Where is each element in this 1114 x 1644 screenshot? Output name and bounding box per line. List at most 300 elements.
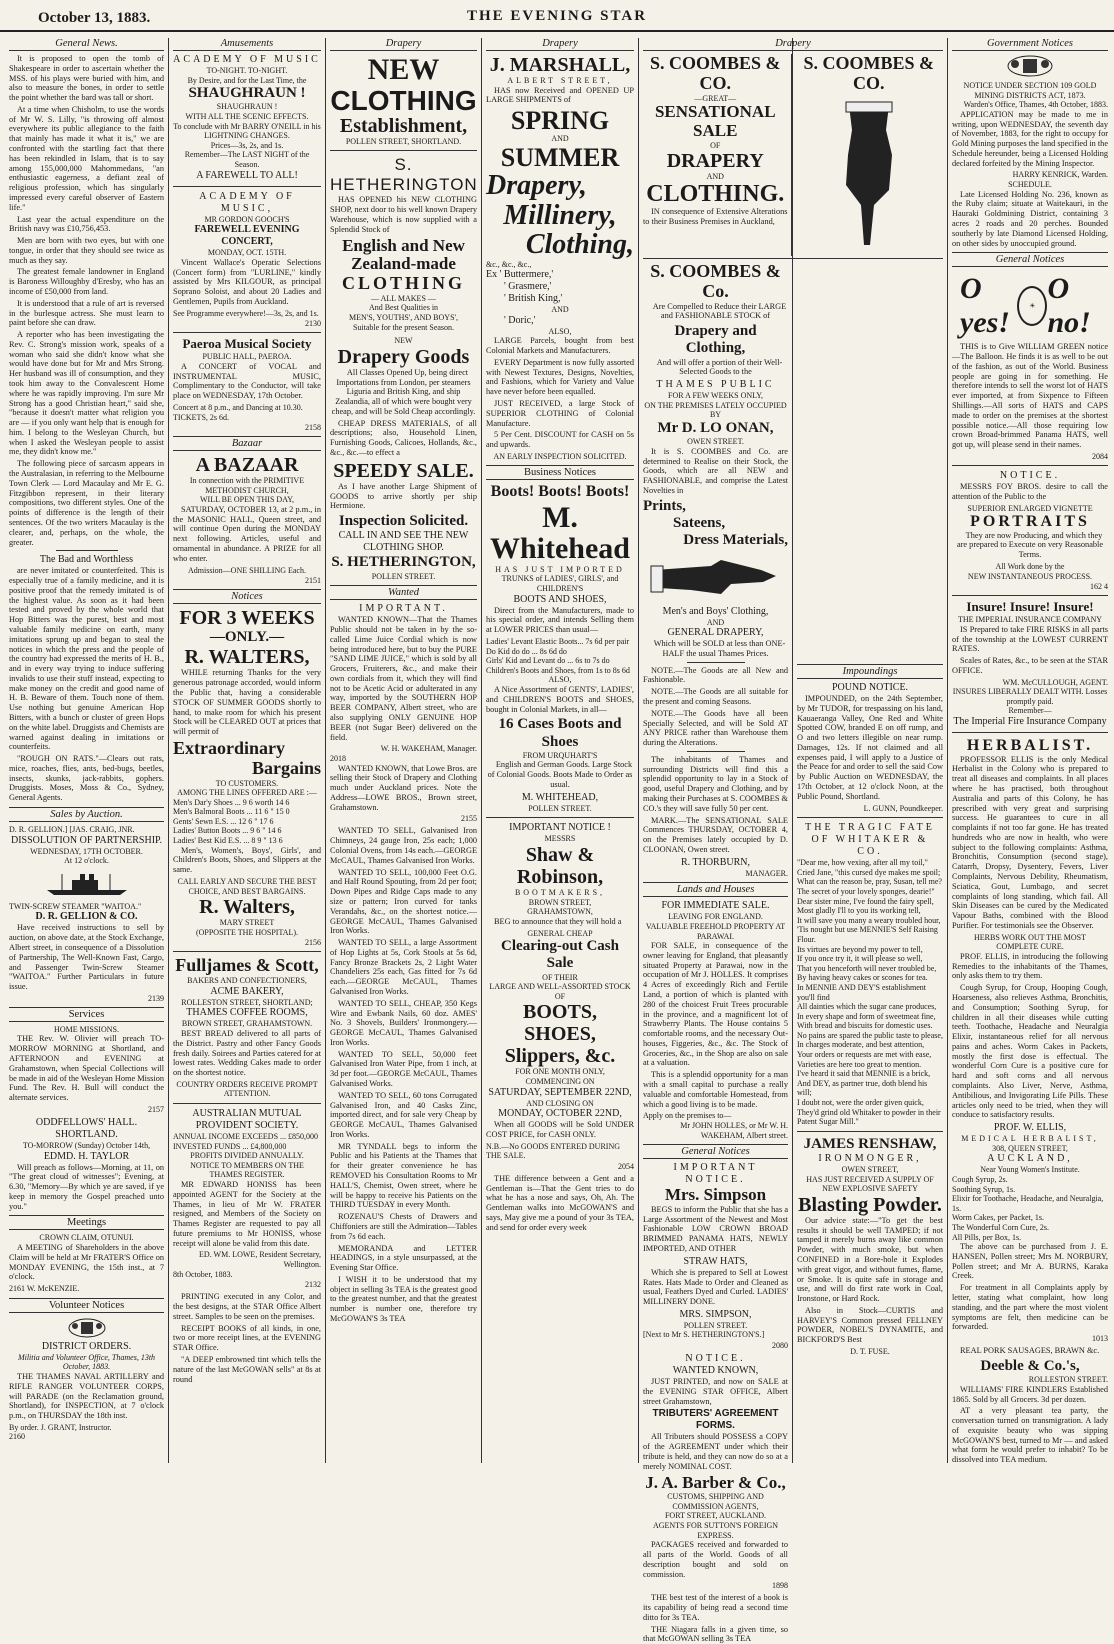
ad-line: OF THEIR <box>542 972 578 982</box>
ad-line: PUBLIC HALL, PAEROA. <box>202 352 292 362</box>
newspaper-title: THE EVENING STAR <box>466 8 648 24</box>
ad-signature: WM. McCULLOUGH, AGENT. <box>1002 677 1108 687</box>
ad-heading: NOTICE. <box>999 469 1061 481</box>
ad-body: MR EDWARD HONISS has been appointed AGENT for the Society at the Thames, in lieu of Mr W. FRATER resigned, and Members of the Society on Thames Register are requested to pay all future premiums to Mr HONISS, whose receipt will alone be valid from this date. <box>173 1180 321 1248</box>
ad-line: &c., &c., &c., <box>486 259 532 269</box>
ad-title: Dress Materials, <box>683 532 788 549</box>
ad-body: IMPOUNDED, on the 24th September, by Mr TUDOR, for trespassing on his land, Kauaeranga Valley, One Red and White Spotted COW, branded E on off rump, and O and two letters illegible on near rump. Damages, 12s. If not claimed and all expenses paid, I will apply to a Justice of the Peace for and order to sell the said Cow by Public Auction on WEDNESDAY, the 17th October, at 12 o'clock Noon, at the Public Pound, Shortland. <box>797 694 943 801</box>
price-line: The Wonderful Corn Cure, 2s. <box>952 1222 1049 1232</box>
ad-heading: THE TRAGIC FATE OF WHITAKER & CO. <box>805 822 935 858</box>
ad-line: See Programme everywhere!—3s, 2s, and 1s. <box>173 308 319 318</box>
ad-line: THAMES COFFEE ROOMS, <box>186 1007 308 1019</box>
ad-line: BROWN STREET, <box>528 897 592 907</box>
ad-body: Direct from the Manufacturers, made to his special order, and intends Selling them at LOWER PRICES than usual— <box>486 605 634 635</box>
price-line: All Pills, per Box, 1s. <box>952 1232 1022 1242</box>
ad-body: WANTED TO SELL, 50,000 feet Galvanised Iron Water Pipe, from 1 inch, at 3d per foot.—GEORGE McCAUL, Thames Galvanised Works. <box>330 1049 477 1088</box>
ad-body: A CONCERT of VOCAL and INSTRUMENTAL MUSIC, Complimentary to the Conductor, will take place on WEDNESDAY, 17th October. <box>173 361 321 401</box>
price-line: Cough Syrup, 2s. <box>952 1174 1008 1184</box>
ad-heading: NOTICE. <box>685 1353 746 1365</box>
ad-heading: NOTICE UNDER SECTION 109 GOLD MINING DISTRICTS ACT, 1873. <box>963 81 1097 100</box>
ad-line: THAMES PUBLIC <box>656 379 775 391</box>
ad-title: R. WALTERS, <box>184 646 310 669</box>
ad-body: And will offer a portion of their Well-Selected Goods to the <box>656 357 783 377</box>
ad-line: IRONMONGER, <box>818 1153 922 1165</box>
verse-line: 'Tis nought but use MENNIE'S Self Raising Flour. <box>797 925 938 944</box>
ad-body: MARK.—The SENSATIONAL SALE Commences THURSDAY, OCTOBER 4, on the Premises lately occupied by D. CLOONAN, Owen street. <box>643 815 788 854</box>
price-line: Soothing Syrup, 1s. <box>952 1184 1016 1194</box>
price-line: Ladies' Levant Elastic Boots... 7s 6d per pair <box>486 637 630 646</box>
ad-body: IN consequence of Extensive Alterations to their Business Premises in Auckland, <box>643 206 788 226</box>
ad-line: LEAVING FOR ENGLAND. <box>668 912 763 922</box>
ad-line: FROM URQUHART'S <box>522 750 598 760</box>
ad-title: BOOTS, SHOES, <box>523 1001 597 1046</box>
ad-body: REAL PORK SAUSAGES, BRAWN &c. <box>960 1346 1100 1356</box>
ad-line: NEW INSTANTANEOUS PROCESS. <box>967 571 1093 581</box>
ad-title: 16 Cases Boots and Shoes <box>498 716 622 750</box>
ad-heading: HOME MISSIONS. <box>54 1024 119 1034</box>
ad-heading: CROWN CLAIM, OTUNUI. <box>39 1233 134 1243</box>
ad-line: ROLLESTON STREET. <box>1028 1375 1108 1385</box>
ad-title: Paeroa Musical Society <box>182 336 312 352</box>
ad-title: SHAUGHRAUN ! <box>188 85 306 102</box>
section-header: Notices <box>173 589 321 604</box>
price-line: Children's Boots and Shoes, from 1s to 8s 6d <box>486 665 630 675</box>
section-header: Services <box>9 1007 164 1022</box>
ad-body: CHEAP DRESS MATERIALS, of all descriptions; also, Household Linen, Furnishing Goods, Calicoes, Hollands, &c., &c., &c.—to effect a <box>330 418 477 457</box>
ad-body: THE Niagara falls in a given time, so that McGOWAN selling 3s TEA <box>643 1624 788 1644</box>
ad-note: NOTE.—The Goods are all suitable for the present and coming Seasons. <box>643 687 788 706</box>
ad-body: Our advice state:—"To get the best results it should be well TAMPED; if not tamped it merely burns away like common Powder, with much smoke, but when CONFINED in a Bore-hole it Explodes with great vigor, and without fumes, flame, or Smoke. It is quite safe in storage and use, and will do first rate work in Coal, Ironstone, or Hard Rock. <box>797 1215 943 1304</box>
verse-line: Most gladly I'll to you its working tell, <box>797 906 921 916</box>
steamer-icon <box>9 872 164 896</box>
ad-line: SHAUGHRAUN ! <box>216 102 278 112</box>
ad-line: OF <box>554 991 566 1001</box>
column-rule <box>325 38 326 1463</box>
ad-title: J. MARSHALL, <box>489 54 631 76</box>
ad-title: SUMMER <box>500 143 620 173</box>
column-rule <box>947 38 948 1463</box>
section-header: Impoundings <box>797 664 943 679</box>
ad-body: APPLICATION may be made to me in writing, upon WEDNESDAY, the seventh day of November, 1883, for the right to occupy for Gold Mining purposes the land specified in the Schedule hereunder, being a Licensed Holding declared forfeited by the Mining Inspector. <box>952 109 1109 168</box>
ad-line: D. T. FUSE. <box>850 1347 890 1356</box>
ad-body: Cough Syrup, for Croup, Hooping Cough, Hoarseness, also relieves Asthma, Bronchitis, and Consumption; Soothing Syrup, for children in all their diseases while cutting teeth. Toothache, Headache and Neuralgia Elixir, instantaneous relief for all nervous pains and aches. Worm Cakes in Packets, mostly the first dose is effectual. The wonderful Corn Cure is a positive cure for hard and soft corns and all nervous complaints. Also Liver, Nerve, Asthma, Antibilious, and Invigorating Life Pills. These articles only need to be tried, when they will conduce to satisfactory results. <box>952 983 1108 1120</box>
news-paragraph: The greatest female landowner in England is Baroness Willoughby d'Eresby, who has an income of £50,000 from land. <box>9 267 164 296</box>
column-coombes-2 <box>794 262 946 1463</box>
ad-body: This is a splendid opportunity for a man with a small capital to purchase a really valuable and comfortable Homestead, from which a good living is to be made. <box>643 1070 788 1109</box>
ad-body: WANTED TO SELL, 60 tons Corrugated Galvanised Iron, and 40 Casks Zinc, imported direct, and for sale very Cheap by GEORGE McCAUL, Thames Galvanised Iron Works. <box>330 1090 477 1139</box>
price-line: Girls' Kid and Levant do ... 6s to 7s do <box>486 656 610 666</box>
ad-title: Inspection Solicited. <box>338 513 469 530</box>
ad-title: TRIBUTERS' AGREEMENT FORMS. <box>652 1408 779 1432</box>
section-header: Bazaar <box>173 436 321 451</box>
ad-line: AND CLOSING ON <box>526 1098 594 1108</box>
ad-body: All Classes Opened Up, being direct Importations from London, per steamers Liguria and British King, and ship Zealandia, all of which were bought very cheap, and will be Sold Cheap accordingly. <box>331 367 476 416</box>
ad-line: M. WHITEHEAD, <box>521 791 599 803</box>
ad-body: MESSRS FOY BROS. desire to call the attention of the Public to the <box>952 481 1108 501</box>
ad-line: CUSTOMS, SHIPPING AND COMMISSION AGENTS, <box>667 1492 764 1511</box>
ad-body: WANTED KNOWN—That the Thames Public should not be taken in by the so-called Lime Juice Cordial which is now being introduced here, but to buy the PURE "SAND LIME JUICE," which is sold by all Grocers, Fruiterers, &c., and make their own cordials from it, which they will find not to be Acetic Acid or adulterated in any way, imported by the SOUTHERN HOP BEER COMPANY, Albert street, who are also supplying ONLY GENUINE HOP BEER (not Sugar Beer) delivered on the field. <box>330 615 477 742</box>
ad-line: AND <box>706 172 724 182</box>
ad-body: BEGS to inform the Public that she has a Large Assortment of the Newest and Most Fashionable LOW CROWN BROAD BRIMMED PANAMA HATS, NEWLY IMPORTED, AND OTHER <box>643 1204 788 1253</box>
ad-line: GENERAL DRAPERY, <box>667 627 764 639</box>
ad-line: MEN'S, YOUTHS', AND BOYS', <box>349 312 458 322</box>
ad-body: HAS OPENED his NEW CLOTHING SHOP, next door to his well known Drapery Warehouse, which is now supplied with a Splendid Stock of <box>330 195 477 234</box>
ad-title: CLOTHING <box>341 272 466 293</box>
section-header: General News. <box>9 38 164 51</box>
ad-title: Clearing-out Cash Sale <box>501 938 619 972</box>
coat-of-arms-icon <box>952 54 1108 78</box>
verse-line: That you henceforth will never troubled be, <box>797 963 937 973</box>
ad-line: PROF. W. ELLIS, <box>993 1122 1067 1134</box>
ad-line: Apply on the premises to— <box>643 1111 732 1121</box>
ad-title: Mrs. Simpson <box>664 1185 767 1205</box>
ad-title: Bargains <box>251 757 321 778</box>
ad-body: Men's, Women's, Boys', Girls', and Children's Boots, Shoes, and Slippers at the same. <box>173 845 321 875</box>
verse-line: In MENNIE AND DEY'S establishment you'll find <box>797 982 926 1002</box>
ad-body: JUST RECEIVED, a large Stock of SUPERIOR CLOTHING of Colonial Manufacture. <box>486 398 634 428</box>
ad-body: IS Prepared to take FIRE RISKS in all parts of the township at the LOWEST CURRENT RATES. <box>952 624 1108 654</box>
ad-line: Suitable for the present Season. <box>352 322 455 332</box>
ad-body: WHILE returning Thanks for the very generous patronage accorded, would inform the Public that, having a considerable STOCK OF SUMMER GOODS shortly to hand, to make room for which his present Stock will be CLEARED OUT at prices that will permit of <box>173 668 321 737</box>
price-line: Elixir for Toothache, Headache, and Neuralgia, 1s. <box>952 1194 1104 1213</box>
ad-title: Sateens, <box>673 515 726 531</box>
ad-line: ROLLESTON STREET, SHORTLAND; <box>181 997 313 1007</box>
ad-body: EVERY Department is now fully assorted with Newest Textures, Designs, Novelties, and Fashions, which for Variety and Value have never before been equalled. <box>486 357 634 397</box>
ad-title: Millinery, <box>503 199 617 231</box>
ad-number: 2130 <box>305 319 321 329</box>
ad-heading: IMPORTANT. <box>359 603 448 615</box>
ad-title: S. COOMBES & CO. <box>803 53 935 93</box>
ad-heading: ACADEMY OF MUSIC <box>173 54 321 65</box>
ad-number: 2018 <box>330 753 346 763</box>
price-line: Men's Dar'y Shoes ... 9 6 worth 14 6 <box>173 797 290 807</box>
ad-line: VALUABLE FREEHOLD PROPERTY AT PARAWAI. <box>645 921 786 941</box>
verse-line: "Dear me, how vexing, after all my toil," <box>797 858 928 868</box>
verse-line: With bread and biscuits for domestic uses. <box>797 1021 933 1031</box>
ad-title: HERBALIST. <box>966 737 1094 755</box>
ad-title: Clothing, <box>525 229 634 261</box>
ad-body: BEST BREAD delivered to all parts of the District. Pastry and other Fancy Goods fresh daily. Soirees and Parties catered for at lowest rates. Wedding Cakes made to order on the shortest notice. <box>173 1028 321 1078</box>
ad-line: ANNUAL INCOME EXCEEDS ... £850,000 <box>173 1132 319 1142</box>
oyes-text: O yes! <box>960 272 1010 340</box>
verse-line: What can the reason be, pray, Susan, tell me? <box>797 877 942 887</box>
ad-title: Insure! Insure! Insure! <box>966 599 1094 615</box>
ad-number: 2155 <box>461 814 477 824</box>
ad-title: SPRING <box>510 106 610 136</box>
ad-line: ' Doric,' <box>504 314 536 326</box>
ad-body: WANTED TO SELL, a large Assortment of Hop Lights at 5s, Cork Stools at 5s 6d, Fancy Bronze Brackets 2s, 2 Light Water Chandeliers 25s each, Gas fitted for 7s 6d each.—GEORGE McCAUL, Thames Galvanised Iron Works. <box>330 938 477 996</box>
coombes-spacer <box>797 262 943 660</box>
price-line: Gents' Sewn E.S. ... 12 6 " 17 6 <box>173 816 274 826</box>
ad-line: AND <box>551 134 569 144</box>
ad-line: PROFITS DIVIDED ANNUALLY. <box>190 1151 304 1161</box>
ono-text: O no! <box>1047 272 1091 340</box>
ad-title: SPEEDY SALE. <box>333 459 474 482</box>
ad-date: WEDNESDAY, 17TH OCTOBER. <box>30 846 143 856</box>
ad-heading: DISSOLUTION OF PARTNERSHIP. <box>10 834 162 846</box>
column-amusements <box>170 38 324 1463</box>
masthead <box>0 0 1114 32</box>
ad-title: Shaw & Robinson, <box>516 843 604 888</box>
ad-line: WITH ALL THE SCENIC EFFECTS. <box>185 112 309 122</box>
news-paragraph: The following piece of sarcasm appears in the Australasian, in referring to the Melbourne Town Clerk — Lord Macaulay and Mr E. G. Fitzgibbon represent, in their literary compositions, two different styles. One of the points of difference is the length of their sentences. Of the two writers Macaulay is the clearer, and, perhaps, on the whole, the greater. <box>9 459 164 547</box>
ad-line: Admission—ONE SHILLING Each. <box>188 565 306 575</box>
auctioneer-heading: D. R. GELLION & CO. <box>35 911 138 923</box>
column-general-news <box>6 38 167 1463</box>
ad-heading: POUND NOTICE. <box>831 682 909 693</box>
ad-body: BEG to announce that they will hold a <box>494 916 622 926</box>
ad-number: 2157 <box>148 1104 164 1114</box>
news-paragraph: Men are born with two eyes, but with one tongue, in order that they should see twice as much as they say. <box>9 236 164 265</box>
section-header: Government Notices <box>952 38 1108 51</box>
ad-body: PACKAGES received and forwarded to all parts of the World. Goods of all description bought and sold on commission. <box>643 1540 788 1579</box>
ad-title: DRAPERY <box>666 150 764 173</box>
ad-line: TO-NIGHT. TO-NIGHT. <box>206 66 288 75</box>
ad-line: A FAREWELL TO ALL! <box>196 169 298 181</box>
ad-signature: W. H. WAKEHAM, Manager. <box>380 744 477 754</box>
ad-line: MRS. SIMPSON, <box>679 1308 752 1320</box>
ad-line: INSURES LIBERALLY DEALT WITH. Losses promptly paid. <box>952 687 1108 706</box>
ad-body: A MEETING of Shareholders in the above Claim will be held at Mr FRATER'S Office on MONDAY EVENING, the 15th inst., at 7 o'clock. <box>9 1243 164 1282</box>
ad-body: THE difference between a Gent and a Gentleman is—That the Gent tries to do what he has a nose and says, Oh, Ah. The Gentleman walks into McGOWAN'S and says, May give me a pound of your 3s TEA, and send for order every week <box>486 1173 634 1232</box>
verse-line: And DEY, as partner true, doth blend his will; <box>797 1078 928 1098</box>
ad-line: Warden's Office, Thames, 4th October, 1883. <box>963 100 1108 110</box>
ad-body: As I have another Large Shipment of GOODS to arrive shortly per ship Hermione. <box>330 481 477 511</box>
steamer-name: TWIN-SCREW STEAMER "WAITOA." <box>9 901 142 911</box>
ad-title: CLOTHING. <box>646 180 785 207</box>
verse-line: Its virtues are beyond my power to tell, <box>797 944 923 954</box>
ad-body: I WISH it to be understood that my object in selling 3s TEA is the greatest good to the greatest number, and that the greatest number is number one, therefore try McGOWAN'S 3s TEA <box>330 1274 477 1323</box>
ad-line: Near Young Women's Institute. <box>980 1165 1080 1175</box>
section-header: Drapery <box>330 38 477 51</box>
verse-line: They'd grind old Whitaker to powder in their Patent Sugar Mill." <box>797 1107 941 1127</box>
ad-line: ' British King,' <box>504 293 563 305</box>
ad-body: Have received instructions to sell by auction, on above date, at the Stock Exchange, Albert street, in consequence of a Dissolution of Partnership, The Well-Known Fast, Cargo, and Passenger Twin-Screw Steamer "WAITOA." Further Particulars in future issue. <box>9 923 164 992</box>
ad-line: NOTICE TO MEMBERS ON THE THAMES REGISTER. <box>190 1160 304 1180</box>
ad-body: Vincent Wallace's Operatic Selections (Concert form) from "LURLINE," kindly assisted by Mrs KILGOUR, as principal Soprano Soloist, and about 20 Ladies and Gentlemen, Pupils from Auckland. <box>173 257 321 306</box>
ad-line: N.B.—No GOODS ENTERED DURING THE SALE. <box>486 1141 620 1161</box>
ad-signature: R. THORBURN, <box>681 856 750 868</box>
ad-line: The Imperial Fire Insurance Company <box>953 716 1107 728</box>
ad-line: ALSO, <box>548 326 572 336</box>
ad-date: 8th October, 1883. <box>173 1269 233 1279</box>
ad-number: 2158 <box>305 423 321 433</box>
ad-title: Fulljames & Scott, <box>175 955 319 976</box>
ad-title: A BAZAAR <box>195 454 299 477</box>
ad-title: SENSATIONAL SALE <box>654 102 776 140</box>
ad-note: NOTE.—The Goods are all New and Fashionable. <box>643 665 788 685</box>
ad-line: Remember— <box>1008 706 1052 716</box>
ad-time: At 12 o'clock. <box>64 856 109 866</box>
ad-body: Late Licensed Holding No. 236, known as the Ruby claim; situate at Waitekauri, in the Hauraki Goldmining District, containing 3 acres 2 roads and 20 perches. Bounded southerly by late Diamond Licensed Holding, on other sides by unoccupied ground. <box>952 189 1108 248</box>
verse-line: The secret of your lovely sponges, dearie!" <box>797 886 935 896</box>
ad-title: JAMES RENSHAW, <box>803 1135 937 1152</box>
ad-line: HERBS WORK OUT THE MOST COMPLETE CURE. <box>973 932 1086 952</box>
coat-of-arms-icon <box>9 1316 164 1338</box>
verse-line: I doubt not, were the order given quick, <box>797 1098 924 1108</box>
news-paragraph: It is understood that a rule of art is reversed in the burlesque actress. She must learn to paint before she can draw. <box>9 298 164 328</box>
ad-line: All Work done by the <box>995 562 1065 572</box>
verse-line: Your orders or requests are met with ease, <box>797 1050 932 1060</box>
price-line: Men's Balmoral Boots ... 11 6 " 15 0 <box>173 807 290 817</box>
column-government <box>949 38 1111 1463</box>
column-rule <box>481 38 482 1463</box>
verse-line: I've heard it said that MENNIE is a brick, <box>797 1069 931 1079</box>
ad-body: The inhabitants of Thames and surrounding Districts will find this a splendid opportunity to lay in a Stock of good, useful Drapery and Clothing, and by making their Purchases at S. COOMBES & CO.'s they will save fully 50 per cent. <box>643 754 788 813</box>
ad-body: AT a very pleasant tea party, the conversation turned on transmigration. A lady of exquisite beauty who was sipping McGOWAN'S best, turned to Mr — and asked what form he would prefer to inhabit? To be dissolved into TEA medium. <box>952 1406 1108 1465</box>
ad-line: HAS JUST IMPORTED <box>495 564 625 574</box>
ad-title: Mr D. LO ONAN, <box>657 420 774 436</box>
price-line: Worm Cakes, per Packet, 1s. <box>952 1213 1044 1223</box>
ad-heading: ODDFELLOWS' HALL. SHORTLAND. <box>35 1116 138 1140</box>
ad-body: SATURDAY, OCTOBER 13, at 2 p.m., in the MASONIC HALL, Queen street, and will continue Open during the MONDAY next following. Articles, useful and ornamental in abundance. A PRIZE for all who enter. <box>173 504 321 563</box>
ad-line: Prices—3s, 2s, and 1s. <box>210 140 284 150</box>
column-rule <box>638 38 639 1463</box>
ad-body: HAS now Received and OPENED UP LARGE SHIPMENTS of <box>486 85 634 105</box>
ad-title: M. Whitehead <box>489 500 630 566</box>
ad-signature: L. GUNN, Poundkeeper. <box>863 803 943 813</box>
verse-line: In every shape and form of sweetmeat fine, <box>797 1011 936 1021</box>
ad-number: 2139 <box>148 993 164 1003</box>
ad-line: POLLEN STREET, SHORTLAND. <box>345 136 462 146</box>
ad-title: Zealand-made <box>351 254 456 274</box>
ad-body: Also in Stock—CURTIS and HARVEY'S Common pressed FELLNEY POWDER, NOBEL'S DYNAMITE, and BICKFORD'S Best <box>797 1305 943 1345</box>
ad-line: ACME BAKERY, <box>210 985 284 997</box>
news-paragraph: A reporter who has been investigating the Rev. C. Strong's mission work, speaks of a woman who said she didn't know what she would have done but for Mr and Mrs Strong. Her husband was ill of consumption, and they took him away to the Convalescent Home where he was rapidly improving. I'm sure Mr Strong has a good Christian heart," said she, "because it doesn't matter what religion you are — if you only want help that is enough for him. I belong to the Wesleyan Church, but when I asked the Wesleyan people to assist me, they didn't know me." <box>9 330 164 457</box>
section-header: Drapery <box>643 38 943 51</box>
ad-heading: DISTRICT ORDERS. <box>41 1340 132 1352</box>
ad-heading: IMPORTANT NOTICE. <box>673 1162 758 1186</box>
article-heading: The Bad and Worthless <box>39 554 134 566</box>
ad-title: S. COOMBES & CO. <box>649 53 781 93</box>
ad-body: Will preach as follows—Morning, at 11, on "The great cloud of witnesses"; Evening, at 6.30, "Memory—By which ye are saved, if ye keep in memory the Gospel preached unto you." <box>9 1162 164 1211</box>
ad-line: CALL IN AND SEE THE NEW CLOTHING SHOP. <box>338 530 469 554</box>
ad-line: — ALL MAKES — <box>371 293 436 303</box>
ad-line: MEDICAL HERBALIST, <box>961 1134 1099 1144</box>
ad-title: FAREWELL EVENING CONCERT, <box>194 224 300 248</box>
ad-line: AND <box>706 617 725 627</box>
ad-body: THE Rev. W. Olivier will preach TO-MORROW MORNING at Shortland, and AFTERNOON and EVENING at Grahamstown, when Special Collections will be made in aid of the Wesleyan Home Mission Fund. The Rev. H. Bull will conduct the alternate services. <box>9 1034 164 1103</box>
ad-line: MONDAY, OCT. 15TH. <box>207 248 287 258</box>
ad-line: [Next to Mr S. HETHERINGTON'S.] <box>643 1330 765 1340</box>
ad-signature: MANAGER. <box>745 868 788 878</box>
ad-line: GENERAL CHEAP <box>527 928 593 938</box>
ad-number: 2151 <box>305 576 321 586</box>
section-header: Drapery <box>486 38 634 51</box>
ad-line: Men's and Boys' Clothing, <box>662 605 769 617</box>
ad-line: POLLEN STREET. <box>528 803 592 813</box>
ad-line: And Best Qualities in <box>368 303 439 313</box>
news-paragraph: At a time when Chisholm, to use the words of Mr W. S. Lilly, "is throwing off almost everywhere its public allegiance to the faith that mainly has made it what it is," we are confronted with the startling fact that there has been rekindled in Islam, that is to say among 155,000,000 Mahommedans, "an enthusiastic eagerness, a defiant zeal of religious profession, which has singularly impressed every careful observer of Eastern life." <box>9 104 164 212</box>
ad-body: A Nice Assortment of GENTS', LADIES', and CHILDREN'S BOOTS and SHOES, bought in Colonial Markets, in all— <box>486 684 634 714</box>
ad-body: PROF. ELLIS, in introducing the following Remedies to the inhabitants of the Thames, only asks them to try them. <box>952 951 1108 981</box>
ad-line: FOR A FEW WEEKS ONLY, <box>668 391 763 401</box>
ad-line: THE IMPERIAL INSURANCE COMPANY <box>957 615 1103 625</box>
ad-line: WANTED KNOWN, <box>672 1365 759 1377</box>
ad-line: ' Grasmere,' <box>504 281 552 293</box>
ad-signature: By order. J. GRANT, Instructor. <box>9 1422 112 1432</box>
ad-line: POLLEN STREET. <box>371 571 436 581</box>
verse-line: Cried Jane, "this cursed dye makes me spoil; <box>797 867 941 877</box>
ad-title: NEW <box>367 53 440 86</box>
ad-body: RECEIPT BOOKS of all kinds, in one, two or more receipt lines, at the EVENING STAR Office. <box>173 1323 321 1353</box>
ad-title: S. COOMBES & Co. <box>650 261 781 301</box>
verse-line: No pains are spared the public taste to please, <box>797 1030 943 1040</box>
ad-number: 2156 <box>305 938 321 948</box>
ad-heading: AUSTRALIAN MUTUAL PROVIDENT SOCIETY. <box>192 1108 302 1132</box>
verse-line: Dear sister mine, I've found the fairy spell, <box>797 896 934 906</box>
ad-body: All Tributers should POSSESS a COPY of the AGREEMENT under which their tribute is held, and they can now do so at a merely NOMINAL COST. <box>643 1432 788 1471</box>
ad-title: Boots! Boots! Boots! <box>490 483 630 501</box>
ad-body: It is S. COOMBES and Co. are determined to Realise on their Stock, the Goods, which are all NEW and FASHIONABLE, and comprise the Latest Novelties in <box>643 446 788 495</box>
verse-line: If you once try it, it will please so well, <box>797 954 923 964</box>
verse-line: Varieties are here too great to mention. <box>797 1059 922 1069</box>
ad-line: To conclude with Mr BARRY O'NEILL in his LIGHTNING CHANGES. <box>173 121 321 141</box>
ad-line: Ex ' Buttermere,' <box>486 269 554 281</box>
ad-line: FORT STREET, AUCKLAND. <box>664 1511 766 1521</box>
ad-line: WILL BE OPEN THIS DAY, <box>199 495 294 505</box>
ad-body: The above can be purchased from J. E. HANSEN, Pollen street; Mrs M. NORBURY, Pollen street; and Mr A. BURNS, Karaka Creek. <box>952 1242 1108 1281</box>
section-header: Wanted <box>330 585 477 600</box>
ad-line: AUCKLAND, <box>987 1153 1073 1165</box>
ad-line: (OPPOSITE THE HOSPITAL). <box>195 927 299 937</box>
ad-title: Drapery Goods <box>337 345 470 368</box>
ad-line: TO CUSTOMERS. <box>215 778 279 788</box>
ad-line: COMMENCING ON <box>525 1076 595 1086</box>
ad-title: J. A. Barber & Co., <box>645 1472 786 1492</box>
ad-number: 1013 <box>1092 1334 1108 1344</box>
ad-heading: FOR IMMEDIATE SALE. <box>661 900 770 912</box>
ad-body: Which she is prepared to Sell at Lowest Rates. Hats Made to Order and Cleaned as usual, Feathers Dyed and Curled. LADIES' MILLINERY DONE. <box>643 1267 788 1307</box>
verse-line: In charges moderate, and best attention, <box>797 1040 925 1050</box>
ad-body: THE THAMES NAVAL ARTILLERY and RIFLE RANGER VOLUNTEER CORPS, will PARADE (on the Reclamation ground, Shortland), for INSPECTION, at 7 o'clock p.m., on THURSDAY the 18th inst. <box>9 1371 164 1421</box>
ad-line: MR GORDON GOOCH'S <box>204 214 290 224</box>
ad-body: They are now Producing, and which they are prepared to Execute on very Reasonable Terms. <box>956 530 1104 560</box>
ad-body: WANTED KNOWN, that Lowe Bros. are selling their Stock of Drapery and Clothing much under Auckland prices. Note the Address—LOWE BROS., Brown street, Grahamstown. <box>330 763 477 812</box>
ad-number: 2054 <box>618 1161 634 1171</box>
ad-line: INVESTED FUNDS ... £4,800,000 <box>173 1141 287 1151</box>
ad-title: Blasting Powder. <box>798 1193 942 1216</box>
ad-signature: 2161 W. McKENZIE. <box>9 1284 80 1294</box>
section-header: General Notices <box>643 1144 788 1159</box>
ad-body: PRINTING executed in any Color, and the best designs, at the STAR Office Albert street. Samples to be seen on the premises. <box>173 1292 321 1321</box>
ad-line: MARY STREET <box>219 918 275 928</box>
ad-title: Slippers, &c. <box>504 1045 616 1068</box>
column-drapery-1 <box>327 38 480 1463</box>
ad-body: WANTED TO SELL, Galvanised Iron Chimneys, 24 gauge Iron, 25s each; 1,000 Colonial Ovens, from 14s each.—GEORGE McCAUL, Thames Galvanised Iron Works. <box>330 826 478 865</box>
ad-title: S. HETHERINGTON, <box>331 554 476 571</box>
ad-title: S. HETHERINGTON <box>330 155 478 195</box>
ad-line: BAKERS AND CONFECTIONERS, <box>187 976 307 986</box>
ad-number: 1898 <box>772 1581 788 1591</box>
ad-number: 2160 <box>9 1432 25 1442</box>
ad-line: AGENTS FOR SUTTON'S FOREIGN EXPRESS. <box>652 1521 779 1540</box>
price-line: Ladies' Button Boots ... 9 6 " 14 6 <box>173 826 282 836</box>
ad-signature: HARRY KENRICK, Warden. <box>1012 170 1108 180</box>
column-drapery-3 <box>640 261 791 1644</box>
ad-number: 162 4 <box>1090 582 1108 592</box>
ad-heading: IMPORTANT NOTICE ! <box>509 822 611 834</box>
ad-note: NOTE.—The Goods have all been Specially Selected, and will be Sold AT ANY PRICE rather than Warehouse them during the Alterations. <box>643 708 788 748</box>
ad-line: By Desire, and for the Last Time, the <box>187 75 307 85</box>
ad-number: 2084 <box>1092 451 1108 461</box>
ad-number: 2080 <box>772 1341 788 1351</box>
ad-line: OWEN STREET. <box>687 437 744 447</box>
ad-line: SUPERIOR ENLARGED VIGNETTE <box>967 503 1093 513</box>
ad-body: Are Compelled to Reduce their LARGE and FASHIONABLE STOCK of <box>652 301 787 321</box>
news-paragraph: It is proposed to open the tomb of Shakespeare in order to ascertain whether the MSS. of his plays were buried with him, and also to measure the bones, in order to settle the point whether the bard was tall or short. <box>9 54 164 103</box>
ad-line: ON THE PREMISES LATELY OCCUPIED BY <box>644 400 787 420</box>
